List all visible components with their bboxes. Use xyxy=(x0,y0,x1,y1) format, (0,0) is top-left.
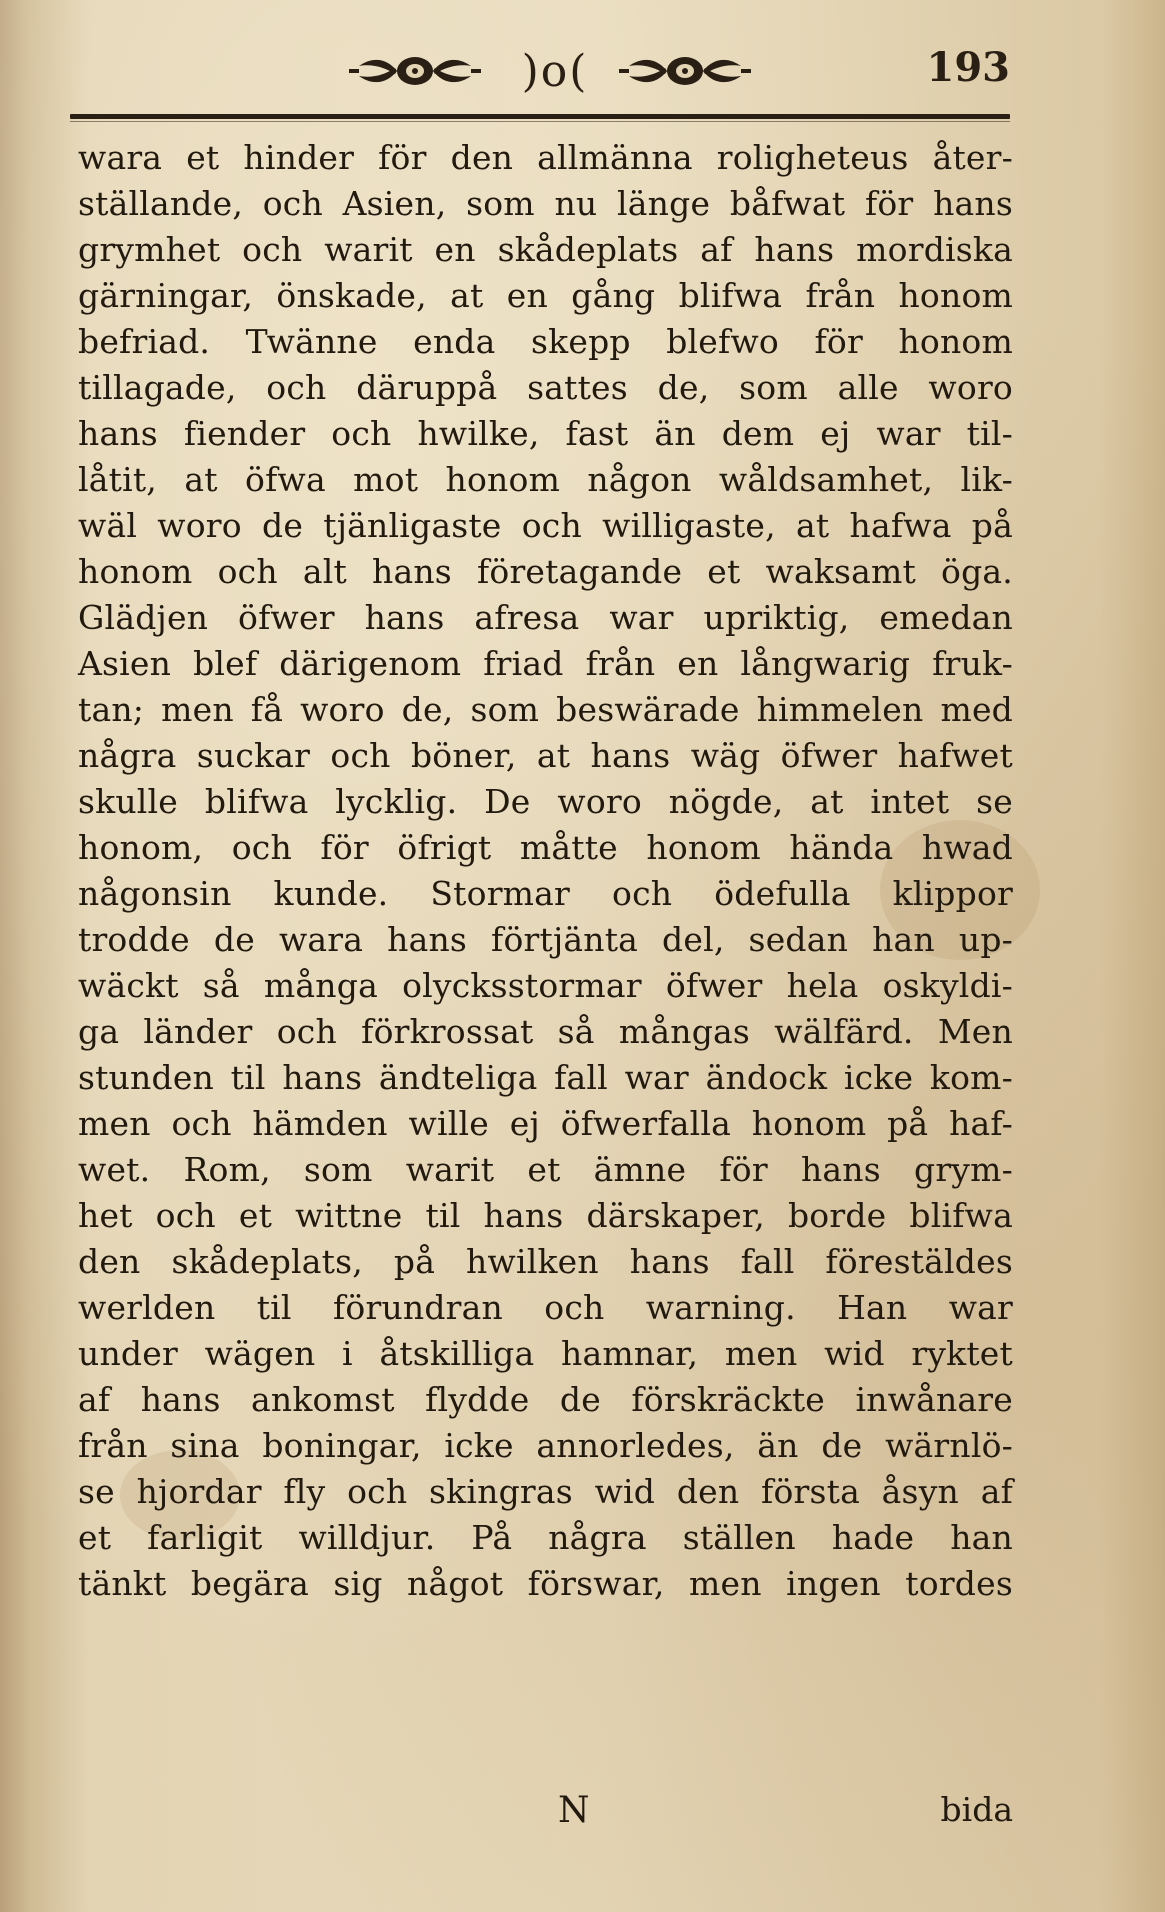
text-line: wäl woro de tjänligaste och willigaste, at hafwa på xyxy=(78,506,1013,545)
header-mark: )o( xyxy=(521,46,589,97)
text-line: stunden til hans ändteliga fall war ändock icke kom- xyxy=(78,1058,1013,1097)
header-rule-thin xyxy=(70,121,1010,122)
text-line: Glädjen öfwer hans afresa war upriktig, emedan xyxy=(78,598,1013,637)
text-line: låtit, at öfwa mot honom någon wåldsamhet, lik- xyxy=(78,460,1013,499)
text-line: befriad. Twänne enda skepp blefwo för honom xyxy=(78,322,1013,361)
text-line: werlden til förundran och warning. Han war xyxy=(78,1288,1013,1327)
body-text xyxy=(78,135,1013,1607)
fleuron-ornament-icon xyxy=(345,46,485,96)
text-line: från sina boningar, icke annorledes, än de wärnlö- xyxy=(78,1426,1013,1465)
page-number: 193 xyxy=(926,44,1010,91)
text-line: gärningar, önskade, at en gång blifwa från honom xyxy=(78,276,1013,315)
text-line: honom, och för öfrigt måtte honom hända hwad xyxy=(78,828,1013,867)
text-line: se hjordar fly och skingras wid den första åsyn af xyxy=(78,1472,1013,1511)
text-line: wet. Rom, som warit et ämne för hans grym- xyxy=(78,1150,1013,1189)
text-line: honom och alt hans företagande et waksamt öga. xyxy=(78,552,1013,591)
text-line: grymhet och warit en skådeplats af hans mordiska xyxy=(78,230,1013,269)
text-line: skulle blifwa lycklig. De woro nögde, at intet se xyxy=(78,782,1013,821)
page-footer xyxy=(78,1790,1013,1840)
text-line: ga länder och förkrossat så mångas wälfärd. Men xyxy=(78,1012,1013,1051)
text-line: het och et wittne til hans därskaper, borde blifwa xyxy=(78,1196,1013,1235)
fleuron-ornament-icon xyxy=(615,46,755,96)
text-line: men och hämden wille ej öfwerfalla honom på haf- xyxy=(78,1104,1013,1143)
header-rule xyxy=(70,114,1010,119)
text-line: wara et hinder för den allmänna roligheteus åter- xyxy=(78,138,1013,177)
text-line: trodde de wara hans förtjänta del, sedan han up- xyxy=(78,920,1013,959)
text-line: den skådeplats, på hwilken hans fall förestäldes xyxy=(78,1242,1013,1281)
text-line: af hans ankomst flydde de förskräckte inwånare xyxy=(78,1380,1013,1419)
text-line: ställande, och Asien, som nu länge båfwat för hans xyxy=(78,184,1013,223)
text-line: under wägen i åtskilliga hamnar, men wid ryktet xyxy=(78,1334,1013,1373)
text-line: tänkt begära sig något förswar, men ingen tordes xyxy=(78,1564,1013,1603)
text-line: wäckt så många olycksstormar öfwer hela oskyldi- xyxy=(78,966,1013,1005)
text-line: Asien blef därigenom friad från en långwarig fruk- xyxy=(78,644,1013,683)
text-line: hans fiender och hwilke, fast än dem ej war til- xyxy=(78,414,1013,453)
signature-mark: N xyxy=(558,1790,590,1831)
catchword: bida xyxy=(940,1790,1013,1829)
page-header xyxy=(75,38,1010,108)
text-line: et farligit willdjur. På några ställen hade han xyxy=(78,1518,1013,1557)
text-line: tan; men få woro de, som beswärade himmelen med xyxy=(78,690,1013,729)
text-line: tillagade, och däruppå sattes de, som alle woro xyxy=(78,368,1013,407)
text-line: några suckar och böner, at hans wäg öfwer hafwet xyxy=(78,736,1013,775)
text-line: någonsin kunde. Stormar och ödefulla klippor xyxy=(78,874,1013,913)
